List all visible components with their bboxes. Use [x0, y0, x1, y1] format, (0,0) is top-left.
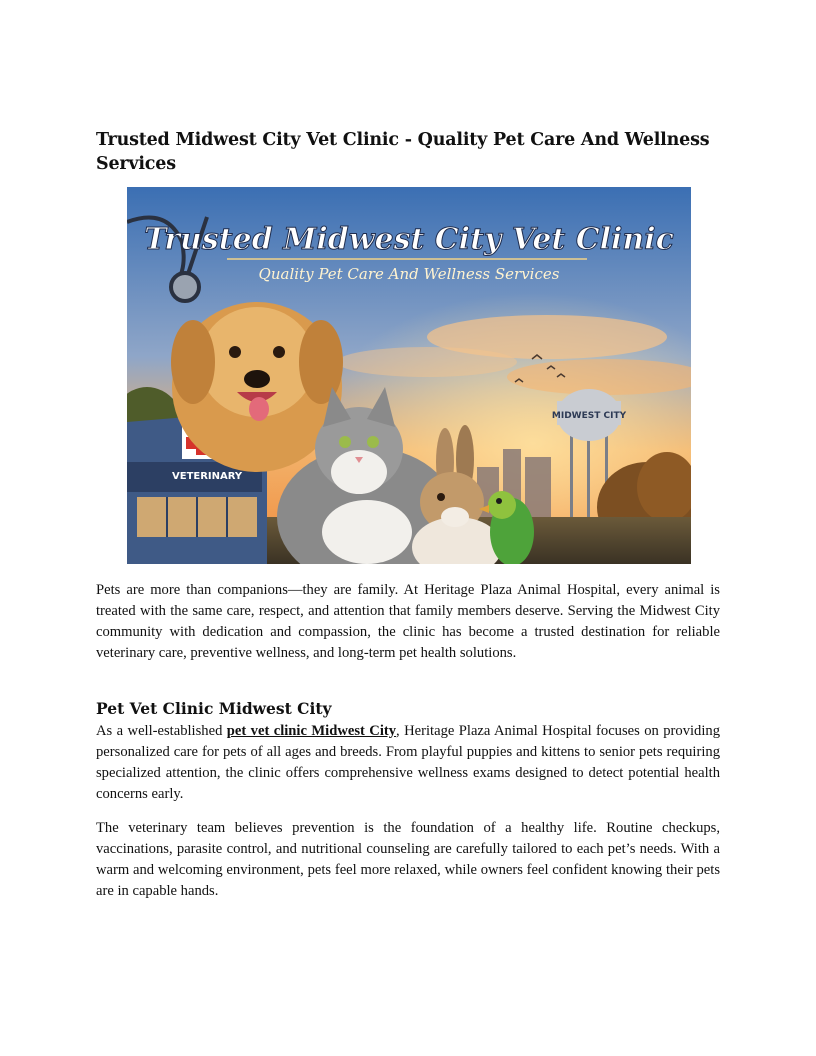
- hero-headline: Trusted Midwest City Vet Clinic: [144, 222, 674, 257]
- section-paragraph-2: The veterinary team believes prevention is the foundation of a healthy life. Routine checkups, vaccinations, parasite control, and nutritional counseling are carefully tailored to each pet’s needs. With a warm and welcoming environment, pets feel more relaxed, while owners feel confident knowing their pets are in capable hands.: [96, 820, 720, 899]
- paragraph-text: As a well-established: [96, 723, 227, 739]
- hero-subheadline: Quality Pet Care And Wellness Services: [258, 265, 560, 283]
- page-title: Trusted Midwest City Vet Clinic - Quality Pet Care And Wellness Services: [96, 130, 710, 174]
- water-tower-label: MIDWEST CITY: [551, 411, 627, 421]
- clinic-sign: VETERINARY: [172, 471, 243, 482]
- hero-illustration: [127, 187, 691, 564]
- hero-image: [127, 187, 691, 564]
- intro-paragraph: Pets are more than companions—they are family. At Heritage Plaza Animal Hospital, every animal is treated with the same care, respect, and attention that family members deserve. Serving the Midwest City community with dedication and compassion, the clinic has become a trusted destination for reliable veterinary care, preventive wellness, and long-term pet health solutions.: [96, 582, 720, 661]
- section-paragraph-1: [96, 721, 720, 805]
- pet-vet-clinic-link[interactable]: pet vet clinic Midwest City: [226, 723, 397, 739]
- section-heading: Pet Vet Clinic Midwest City: [96, 699, 332, 718]
- paragraph-text: , Heritage Plaza Animal Hospital focuses on providing personalized care for pets of all ages and breeds. From playful puppies and kittens to senior pets requiring specialized attention, the clinic offers comprehensive wellness exams designed to detect potential health concerns early.: [96, 723, 720, 802]
